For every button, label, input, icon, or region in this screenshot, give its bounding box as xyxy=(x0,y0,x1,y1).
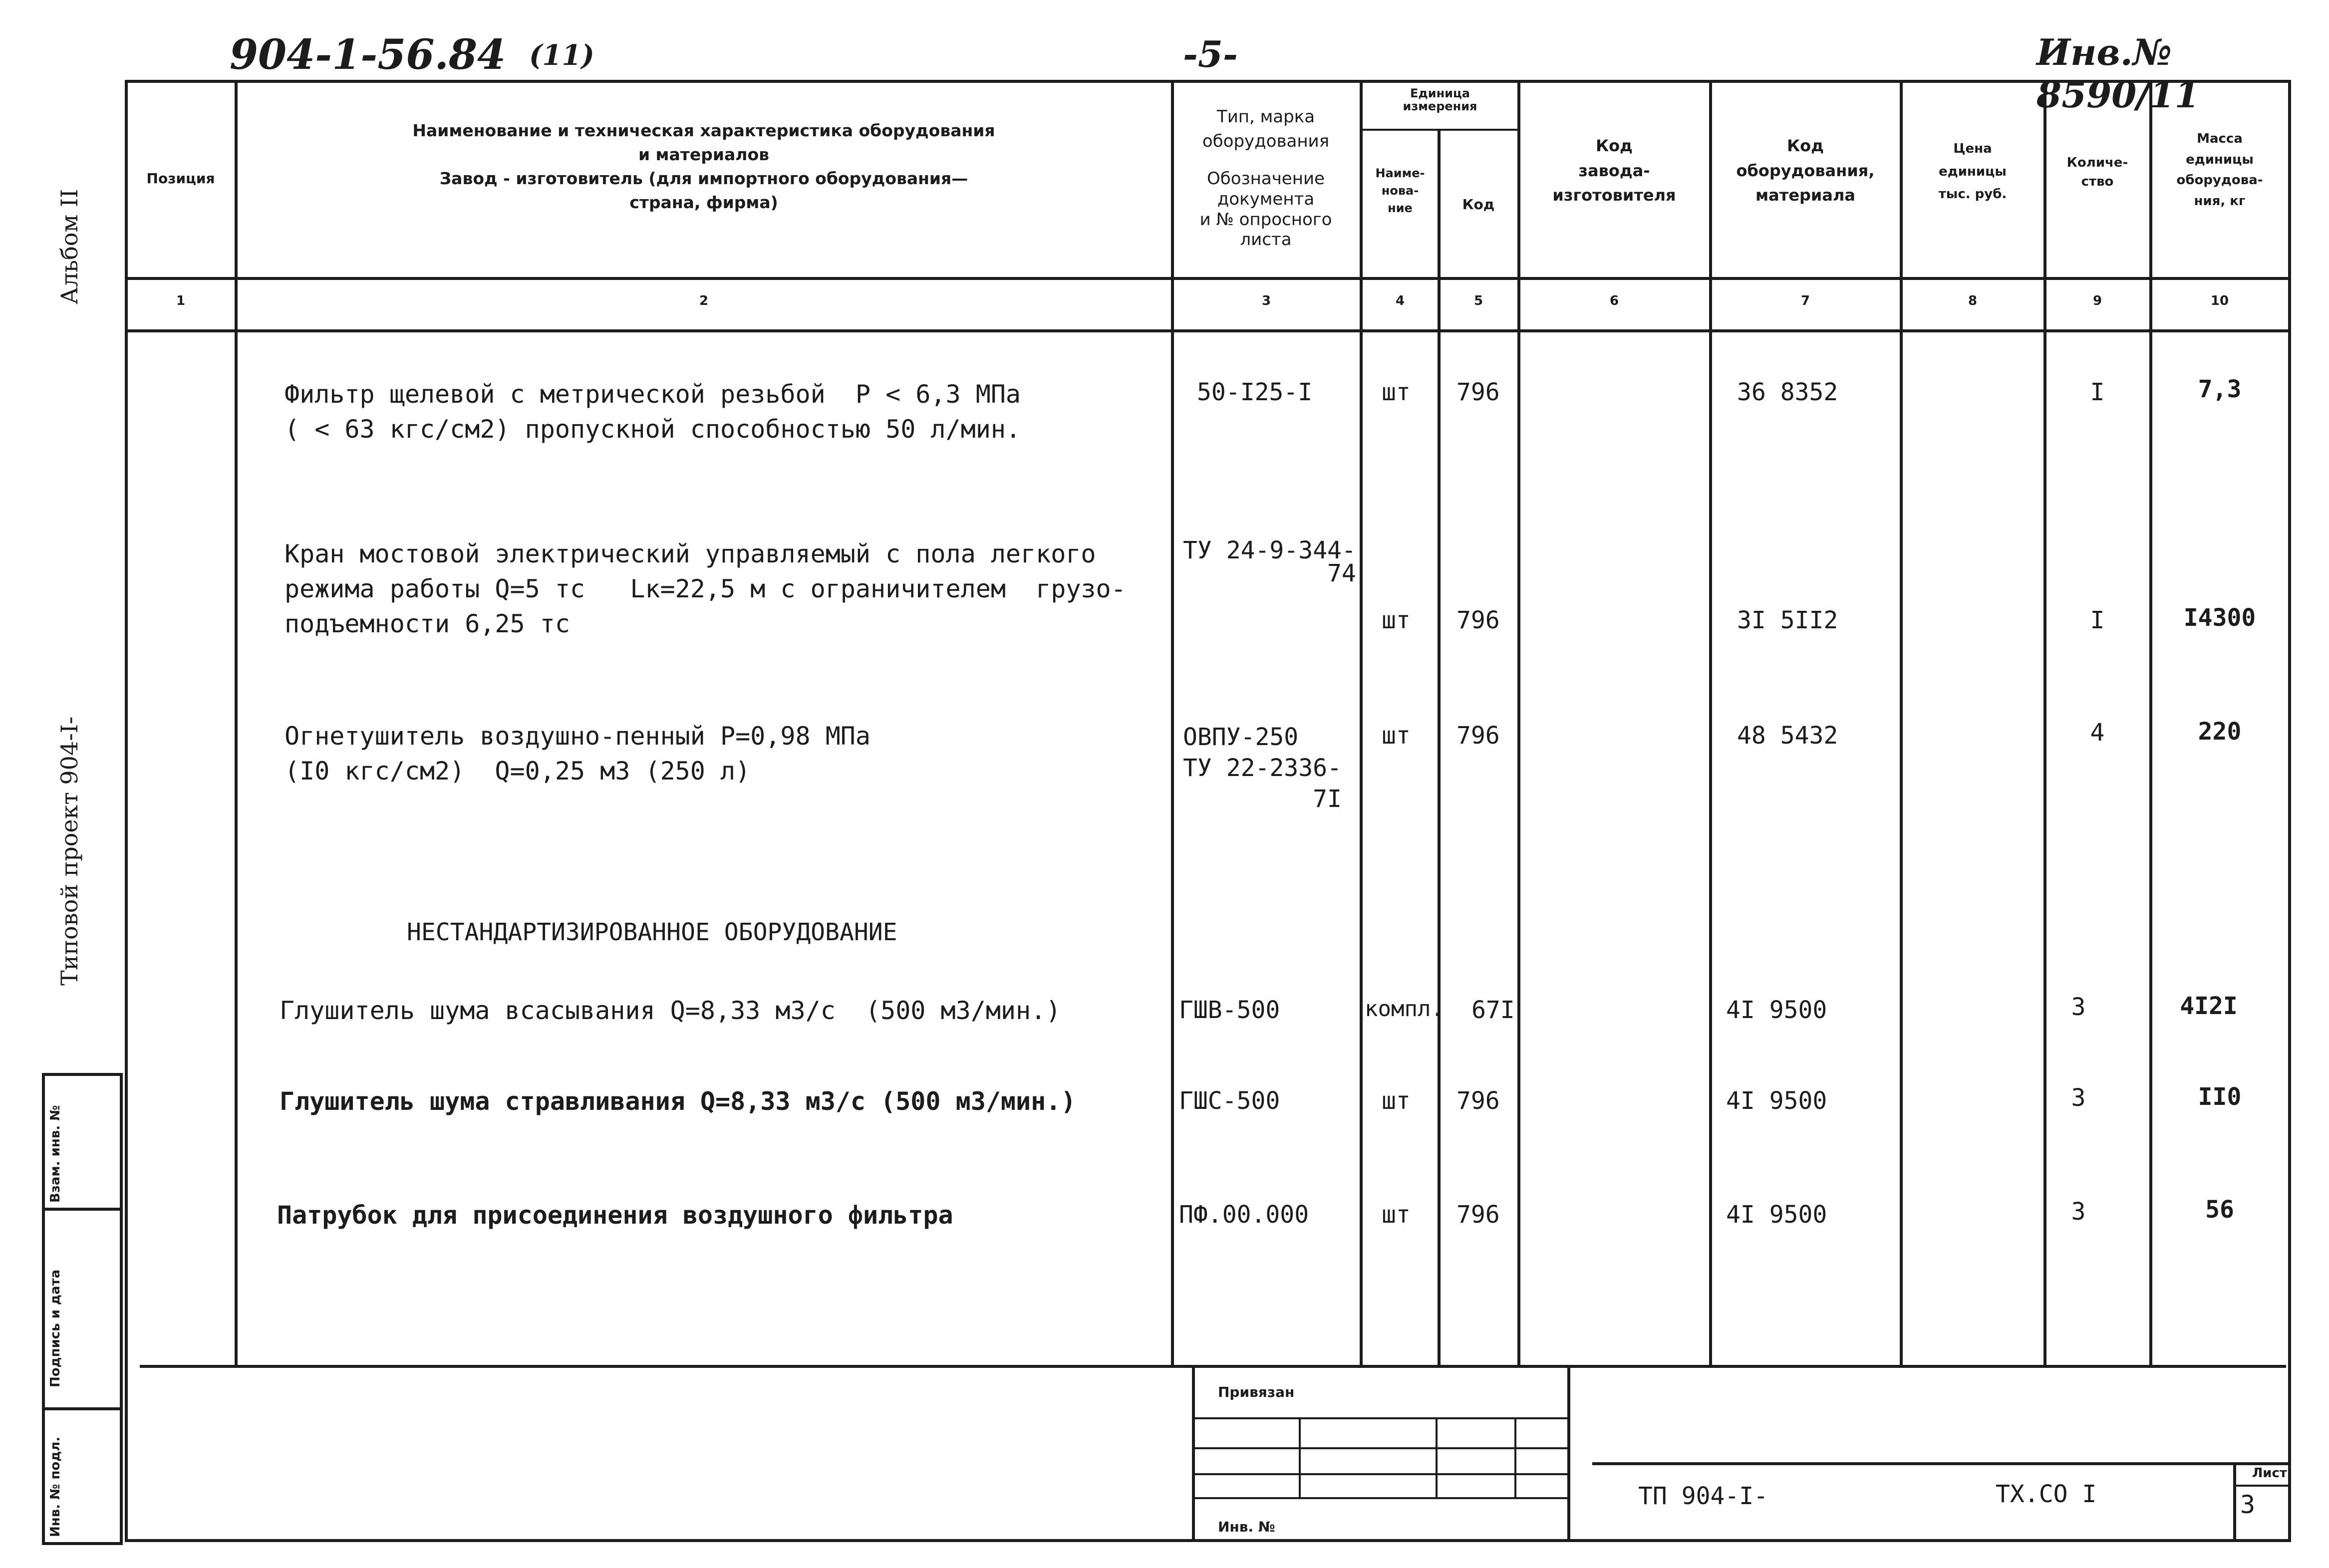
col-number-8: 8 xyxy=(1968,293,1978,308)
col-line-2 xyxy=(1171,80,1174,1367)
row-6-name: Глушитель шума стравливания Q=8,33 м3/с (500 м3/мин.) xyxy=(280,1087,1076,1116)
row-7-mass: 56 xyxy=(2205,1196,2234,1224)
project-label: Типовой проект 904-I- xyxy=(56,716,83,986)
row-6-unit-code: 796 xyxy=(1456,1087,1500,1115)
col-number-7: 7 xyxy=(1800,293,1810,308)
row-7-type: ПФ.00.000 xyxy=(1179,1201,1309,1229)
row-3-type: ОВПУ-250 ТУ 22-2336- 7I xyxy=(1183,723,1342,813)
titleblock-inv: Инв. № xyxy=(1218,1519,1275,1535)
row-6-unit: шт xyxy=(1382,1087,1411,1115)
row-3-mass: 220 xyxy=(2198,718,2242,746)
titleblock-grid-line-4 xyxy=(1193,1497,1568,1499)
row-6-type: ГШС-500 xyxy=(1179,1087,1280,1115)
titleblock-grid-vline-1 xyxy=(1299,1417,1301,1497)
row-5-unit-code: 67I xyxy=(1471,996,1515,1024)
titleblock-grid-vline-3 xyxy=(1514,1417,1516,1497)
col-number-10: 10 xyxy=(2210,293,2229,308)
row-3-unit: шт xyxy=(1382,722,1411,750)
row-5-unit: компл. xyxy=(1365,996,1444,1022)
col-number-9: 9 xyxy=(2092,293,2102,308)
stamp-replacement: Взам. инв. № xyxy=(48,1105,63,1203)
header-document: Обозначение документа и № опросного листа xyxy=(1199,169,1332,250)
header-name-line3: Завод - изготовитель (для импортного оборудования— xyxy=(439,168,968,188)
row-1-quantity: I xyxy=(2090,378,2105,406)
col-line-1 xyxy=(235,80,238,1367)
row-1-mass: 7,3 xyxy=(2198,375,2242,403)
section-title: НЕСТАНДАРТИЗИРОВАННОЕ ОБОРУДОВАНИЕ xyxy=(407,918,897,946)
header-type: Тип, марка оборудования xyxy=(1202,107,1330,152)
header-bottom-line xyxy=(125,277,2291,280)
table-right-border xyxy=(2288,80,2291,1542)
col-number-4: 4 xyxy=(1395,293,1405,308)
row-5-type: ГШВ-500 xyxy=(1179,996,1280,1024)
titleblock-sheet-number: 3 xyxy=(2240,1490,2256,1519)
col-line-5 xyxy=(1517,80,1520,1367)
row-7-unit-code: 796 xyxy=(1456,1201,1500,1229)
document-number: 904-1-56.84 xyxy=(230,31,506,79)
header-position: Позиция xyxy=(146,170,215,187)
header-unit-group: Единица измерения xyxy=(1403,86,1477,114)
row-2-quantity: I xyxy=(2090,606,2105,634)
titleblock-sheet-label: Лист xyxy=(2252,1466,2287,1481)
col-line-7 xyxy=(1900,80,1903,1367)
col-number-5: 5 xyxy=(1473,293,1483,308)
row-5-name: Глушитель шума всасывания Q=8,33 м3/с (500 м3/мин.) xyxy=(280,996,1061,1025)
row-5-mass: 4I2I xyxy=(2180,992,2238,1020)
header-name-line1: Наименование и техническая характеристика оборудования xyxy=(412,121,995,140)
row-6-quantity: 3 xyxy=(2071,1084,2086,1112)
row-5-equipment-code: 4I 9500 xyxy=(1726,996,1827,1024)
row-2-equipment-code: 3I 5II2 xyxy=(1737,606,1838,634)
titleblock-project-code: ТП 904-I- xyxy=(1638,1482,1768,1510)
row-7-quantity: 3 xyxy=(2071,1198,2086,1226)
header-unit-name: Наиме- нова- ние xyxy=(1375,166,1425,215)
titleblock-grid-line-1 xyxy=(1193,1417,1568,1419)
titleblock-grid-line-2 xyxy=(1193,1447,1568,1449)
row-7-unit: шт xyxy=(1382,1201,1411,1229)
titleblock-grid-vline-2 xyxy=(1436,1417,1438,1497)
row-3-quantity: 4 xyxy=(2090,719,2105,747)
page-number: -5- xyxy=(1183,33,1238,75)
row-2-name: Кран мостовой электрический управляемый с пола легкого режима работы Q=5 тс Lк=22,5 м с ограничителем грузо- подъемности 6,25 тс xyxy=(285,539,1126,638)
titleblock-grid-line-3 xyxy=(1193,1473,1568,1475)
header-name-line4: страна, фирма) xyxy=(629,192,778,212)
row-2-unit: шт xyxy=(1382,606,1411,634)
stamp-line-2 xyxy=(42,1407,123,1410)
document-index: (11) xyxy=(529,39,594,72)
col-line-3 xyxy=(1360,80,1363,1367)
number-row-bottom-line xyxy=(125,329,2291,332)
stamp-line-1 xyxy=(42,1208,123,1211)
titleblock-sheet-code: ТХ.СО I xyxy=(1996,1480,2097,1508)
stamp-border-left xyxy=(42,1073,45,1542)
row-6-equipment-code: 4I 9500 xyxy=(1726,1087,1827,1115)
row-7-equipment-code: 4I 9500 xyxy=(1726,1201,1827,1229)
titleblock-sheet-line xyxy=(2233,1485,2288,1487)
header-equipment-code: Код оборудования, материала xyxy=(1736,136,1875,205)
row-2-unit-code: 796 xyxy=(1456,606,1500,634)
table-bottom-border xyxy=(125,1539,2291,1542)
table-top-border xyxy=(125,80,2291,83)
header-quantity: Количе- ство xyxy=(2066,155,2128,189)
col-line-4 xyxy=(1438,130,1441,1367)
header-name-line2: и материалов xyxy=(638,144,770,164)
row-7-name: Патрубок для присоединения воздушного фильтра xyxy=(277,1201,953,1230)
row-1-unit-code: 796 xyxy=(1456,378,1500,406)
col-number-1: 1 xyxy=(176,293,186,308)
stamp-top xyxy=(42,1073,123,1076)
row-1-type: 50-I25-I xyxy=(1197,378,1313,406)
row-3-name: Огнетушитель воздушно-пенный Р=0,98 МПа (I0 кгс/см2) Q=0,25 м3 (250 л) xyxy=(285,722,871,785)
row-5-quantity: 3 xyxy=(2071,993,2086,1021)
stamp-original: Инв. № подл. xyxy=(48,1436,63,1537)
row-1-unit: шт xyxy=(1382,378,1411,406)
titleblock-mid-line xyxy=(1567,1365,1570,1542)
unit-group-line xyxy=(1360,129,1519,131)
row-1-equipment-code: 36 8352 xyxy=(1737,378,1838,406)
stamp-signature: Подпись и дата xyxy=(48,1269,63,1387)
stamp-divider xyxy=(120,1073,123,1542)
inventory-number: Инв.№ 8590/11 xyxy=(2037,31,2200,116)
titleblock-left-line xyxy=(1192,1365,1195,1542)
row-2-mass: I4300 xyxy=(2183,604,2256,632)
col-number-2: 2 xyxy=(699,293,709,308)
row-3-equipment-code: 48 5432 xyxy=(1737,722,1838,750)
row-6-mass: II0 xyxy=(2198,1083,2242,1111)
header-price: Цена единицы тыс. руб. xyxy=(1938,141,2007,202)
titleblock-right-line xyxy=(1592,1462,2288,1465)
header-mass: Масса единицы оборудова- ния, кг xyxy=(2176,131,2263,209)
col-line-6 xyxy=(1709,80,1712,1367)
titleblock-sheet-divider xyxy=(2233,1462,2236,1542)
header-factory-code: Код завода- изготовителя xyxy=(1552,136,1676,205)
header-unit-code: Код xyxy=(1462,196,1495,213)
titleblock-top-line xyxy=(140,1365,2286,1368)
album-label: Альбом II xyxy=(56,189,83,304)
row-2-type: ТУ 24-9-344- 74 xyxy=(1183,536,1356,587)
row-3-unit-code: 796 xyxy=(1456,722,1500,750)
stamp-bottom xyxy=(42,1542,123,1545)
row-1-name: Фильтр щелевой с метрической резьбой Р < 6,3 МПа ( < 63 кгс/см2) пропускной способностью 50 л/мин. xyxy=(285,380,1021,444)
titleblock-attached: Привязан xyxy=(1218,1384,1295,1400)
col-number-6: 6 xyxy=(1609,293,1619,308)
header-name xyxy=(240,119,1168,214)
col-number-3: 3 xyxy=(1261,293,1271,308)
